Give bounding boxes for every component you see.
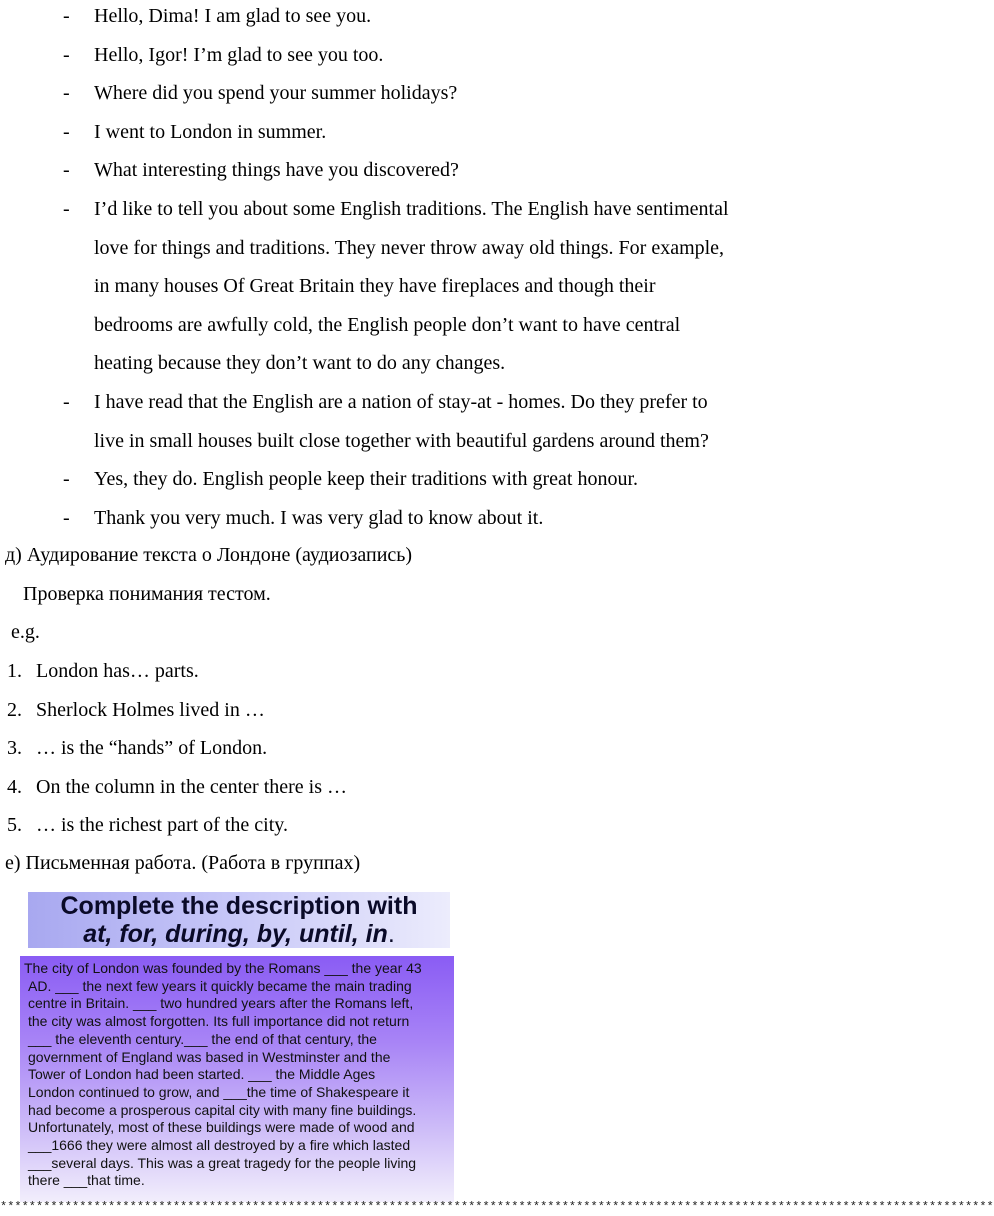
question-item	[0, 691, 816, 729]
question-text: On the column in the center there is …	[36, 775, 348, 798]
dialogue-dash: -	[63, 120, 70, 143]
dialogue-text: Hello, Igor! I’m glad to see you too.	[94, 43, 384, 66]
dialogue-dash: -	[63, 506, 70, 529]
dialogue-text: I have read that the English are a nation of stay-at - homes. Do they prefer to	[94, 391, 708, 413]
exercise-text-line: there ___that time.	[28, 1172, 145, 1189]
dialogue-line	[0, 344, 816, 382]
dialogue-text: What interesting things have you discovered?	[94, 159, 459, 182]
exercise-text-line: ___ the eleventh century.___ the end of that century, the	[28, 1030, 377, 1047]
dialogue-text: I went to London in summer.	[94, 120, 327, 143]
dialogue-text: in many houses Of Great Britain they have fireplaces and though their	[94, 275, 656, 298]
dialogue-dash: -	[63, 43, 70, 66]
question-number: 4.	[7, 775, 22, 798]
dialogue-dash: -	[63, 391, 70, 413]
dialogue-line	[0, 422, 816, 460]
dialogue-line	[0, 383, 816, 421]
dialogue-dash: -	[63, 5, 70, 27]
dialogue-text: bedrooms are awfully cold, the English people don’t want to have central	[94, 313, 681, 336]
question-text: … is the richest part of the city.	[36, 814, 288, 837]
dialogue-line	[0, 499, 816, 537]
dialogue-line	[0, 74, 816, 112]
dialogue-dash: -	[63, 82, 70, 105]
dialogue-text: I’d like to tell you about some English traditions. The English have sentimental	[94, 198, 729, 220]
section-e-heading: е) Письменная работа. (Работа в группах)	[5, 852, 361, 874]
exercise-text-line: ___1666 they were almost all destroyed by a fire which lasted	[28, 1137, 411, 1153]
exercise-text-line: London continued to grow, and ___the time of Shakespeare it	[28, 1083, 410, 1100]
exercise-text-line: AD. ___ the next few years it quickly became the main trading	[28, 977, 412, 994]
section-d-check-text: Проверка понимания тестом.	[23, 583, 271, 605]
dialogue-dash: -	[63, 159, 70, 182]
exercise-text-line: centre in Britain. ___ two hundred years after the Romans left,	[28, 995, 414, 1012]
dialogue-line	[0, 0, 816, 35]
dialogue-line	[0, 151, 816, 189]
dialogue-text: Where did you spend your summer holidays?	[94, 82, 458, 105]
exercise-text-line: Unfortunately, most of these buildings were made of wood and	[28, 1119, 415, 1136]
question-number: 2.	[7, 698, 22, 721]
dialogue-line	[0, 36, 816, 74]
question-number: 5.	[7, 814, 22, 837]
exercise-text-line: ___several days. This was a great tragedy for the people living	[28, 1154, 417, 1171]
question-text: … is the “hands” of London.	[36, 737, 268, 760]
exercise-text-line: the city was almost forgotten. Its full importance did not return	[28, 1013, 410, 1030]
exercise-text-line: The city of London was founded by the Romans ___ the year 43	[24, 960, 422, 976]
exercise-text-line: had become a prosperous capital city with many fine buildings.	[28, 1101, 417, 1118]
dialogue-line	[0, 306, 816, 344]
dialogue-text: Hello, Dima! I am glad to see you.	[94, 5, 372, 27]
exercise-prepositions: at, for, during, by, until, in	[83, 920, 388, 948]
separator-line: ******************************************************************************************************************************************	[0, 1200, 994, 1214]
dialogue-text: Yes, they do. English people keep their traditions with great honour.	[94, 468, 638, 491]
exercise-title	[28, 892, 450, 948]
dialogue-line	[0, 267, 816, 305]
exercise-text	[20, 956, 454, 1202]
question-item	[0, 729, 816, 767]
dialogue-text: Thank you very much. I was very glad to know about it.	[94, 506, 544, 529]
section-d-heading: д) Аудирование текста о Лондоне (аудиозапись)	[5, 544, 413, 566]
dialogue-text: love for things and traditions. They never throw away old things. For example,	[94, 236, 725, 259]
dialogue-dash: -	[63, 198, 70, 220]
question-text: Sherlock Holmes lived in …	[36, 698, 265, 721]
question-number: 1.	[7, 660, 22, 682]
dialogue-line	[0, 229, 816, 267]
exercise-title-line-2	[28, 920, 450, 948]
question-text: London has… parts.	[36, 660, 199, 682]
exercise-title-line-1: Complete the description with	[60, 892, 418, 920]
dialogue-text: heating because they don’t want to do any changes.	[94, 352, 506, 375]
question-item	[0, 652, 816, 690]
question-number: 3.	[7, 737, 22, 760]
exercise-text-line: Tower of London had been started. ___ the Middle Ages	[28, 1066, 376, 1083]
question-item	[0, 806, 816, 844]
exercise-box	[20, 892, 454, 1204]
question-item	[0, 768, 816, 806]
dialogue-line	[0, 190, 816, 228]
section-d-example-label: e.g.	[11, 621, 40, 643]
exercise-title-period: .	[387, 920, 395, 948]
dialogue-text: live in small houses built close together with beautiful gardens around them?	[94, 429, 709, 452]
dialogue-line	[0, 113, 816, 151]
dialogue-line	[0, 460, 816, 498]
exercise-text-line: government of England was based in Westminster and the	[28, 1048, 391, 1065]
dialogue-dash: -	[63, 468, 70, 491]
